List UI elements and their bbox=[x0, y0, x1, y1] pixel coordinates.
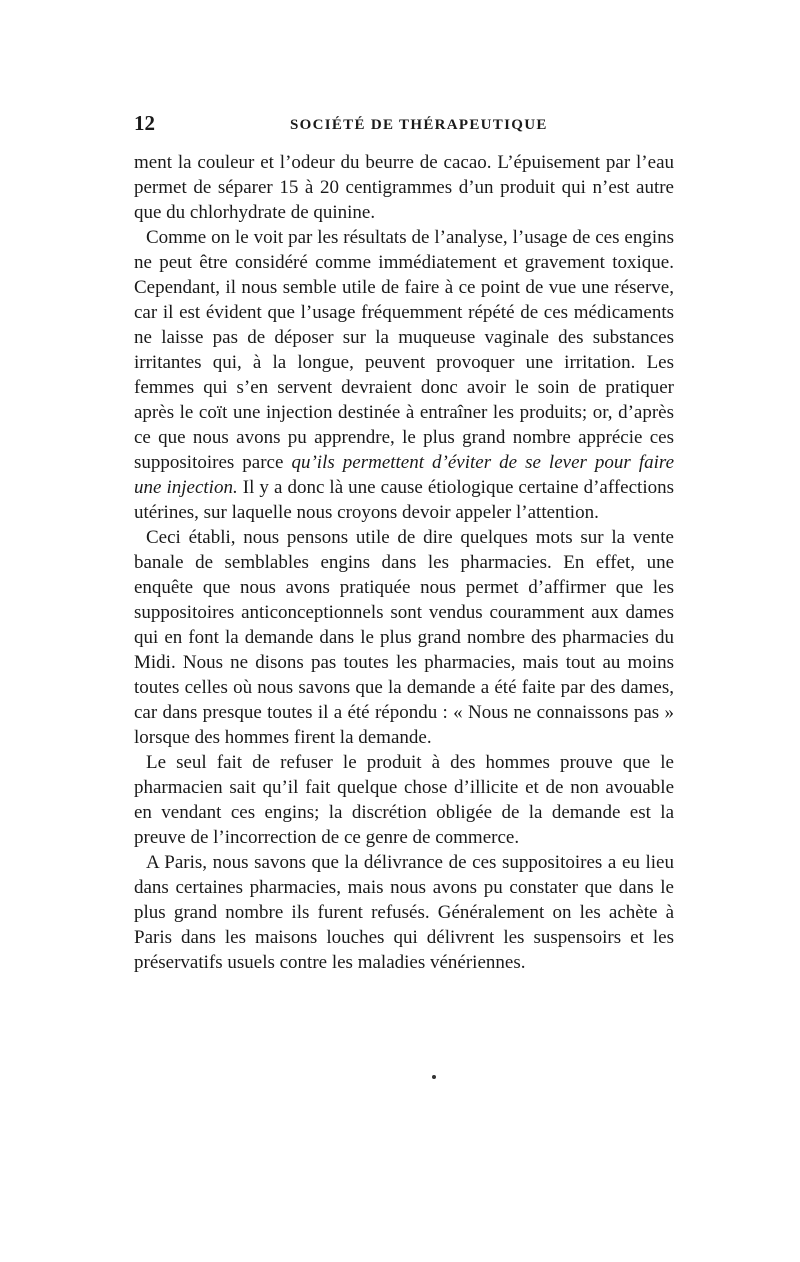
paragraph-3: Ceci établi, nous pensons utile de dire quelques mots sur la vente banale de semblables engins dans les pharmacies. En effet, une enquête que nous avons pratiquée nous permet d’affirmer que les suppositoires anticonceptionnels sont vendus couramment aux dames qui en font la demande dans le plus grand nombre des pharmacies du Midi. Nous ne disons pas toutes les pharmacies, mais tout au moins toutes celles où nous savons que la demande a été faite par des dames, car dans presque toutes il a été répondu : « Nous ne connaissons pas » lorsque des hommes firent la demande. bbox=[134, 527, 674, 748]
paragraph-2 bbox=[134, 225, 674, 525]
paragraph-1: ment la couleur et l’odeur du beurre de cacao. L’épuisement par l’eau permet de séparer 15 à 20 centigrammes d’un produit qui n’est autre que du chlorhydrate de quinine. bbox=[134, 152, 674, 223]
paragraph-2-text-after: Il y a donc là une cause étiologique certaine d’affections utérines, sur laquelle nous croyons devoir appeler l’attention. bbox=[134, 477, 674, 523]
paragraph-2-italic: qu’ils permettent d’éviter de se lever pour faire une injection. bbox=[134, 452, 675, 498]
body-text bbox=[134, 150, 674, 975]
paragraph-4: Le seul fait de refuser le produit à des hommes prouve que le pharmacien sait qu’il fait quelque chose d’illicite et de non avouable en vendant ces engins; la discrétion obligée de la demande est la preuve de l’incorrection de ce genre de commerce. bbox=[134, 752, 674, 848]
paragraph-2-text: Comme on le voit par les résultats de l’analyse, l’usage de ces engins ne peut être considéré comme immédiatement et gravement toxique. Cependant, il nous semble utile de faire à ce point de vue une réserve, car il est évident que l’usage fréquemment répété de ces médicaments ne laisse pas de déposer sur la muqueuse vaginale des substances irritantes qui, à la longue, peuvent provoquer une irritation. Les femmes qui s’en servent devraient donc avoir le soin de pratiquer après le coït une injection destinée à entraîner les produits; or, d’après ce que nous avons pu apprendre, le plus grand nombre apprécie ces suppositoires parce bbox=[134, 227, 674, 473]
ink-speck bbox=[432, 1075, 436, 1079]
running-head: SOCIÉTÉ DE THÉRAPEUTIQUE bbox=[290, 117, 548, 133]
paragraph-5: A Paris, nous savons que la délivrance de ces suppositoires a eu lieu dans certaines pharmacies, mais nous avons pu constater que dans le plus grand nombre ils furent refusés. Généralement on les achète à Paris dans les maisons louches qui délivrent les suspensoirs et les préservatifs usuels contre les maladies vénériennes. bbox=[134, 852, 674, 973]
page-number: 12 bbox=[134, 111, 155, 135]
